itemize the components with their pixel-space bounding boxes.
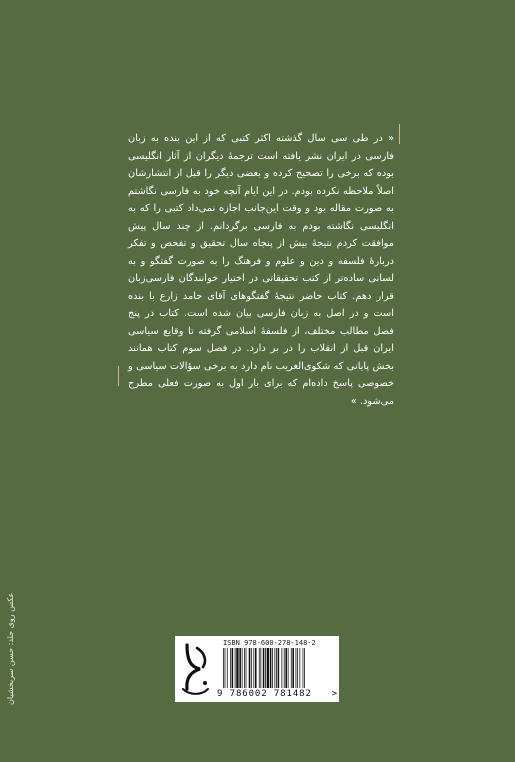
barcode-arrow: > <box>331 689 337 699</box>
barcode-bar <box>297 648 298 688</box>
barcode-bar <box>265 648 266 688</box>
barcode-bar <box>278 648 280 688</box>
barcode-bar <box>274 648 275 688</box>
barcode-bar <box>299 648 300 688</box>
barcode-bar <box>272 648 273 688</box>
barcode-bar <box>246 648 247 688</box>
barcode-label <box>175 636 339 702</box>
barcode-bar <box>255 648 257 688</box>
barcode-bar <box>296 648 297 688</box>
barcode-digits: 9 786002 781482 <box>217 689 312 699</box>
barcode-bar <box>284 648 285 688</box>
barcode-bar <box>288 648 289 688</box>
blurb-text: « در طی سی سال گذشته اکثر کتبی که از این بنده به زبان فارسی در ایران نشر یافته است ترجمهٔ دیگران از آثار انگلیسی بوده که برخی را تصحیح کرده و بعضی دیگر را قبل از انتشارشان اصلاً ملاحظه نکرده بودم. در این ایام آنچه خود به فارسی نگاشتم به صورت مقاله بود و وقت این‌جانب اجازه نمی‌داد کتبی را که به انگلیسی نگاشته بودم به فارسی برگردانم. از چند سال پیش موافقت کردم نتیجهٔ بیش از پنجاه سال تحقیق و تفحص و تفکر دربارهٔ فلسفه و دین و علوم و فرهنگ را به صورت گفتگو و به لسانی ساده‌تر از کتب تحقیقاتی در اختیار خوانندگان فارسی‌زبان قرار دهم. کتاب حاضر نتیجهٔ گفتگوهای آقای حامد زارع با بنده است و در اصل به زبان فارسی بیان شده است. کتاب در پنج فصل مطالب مختلف، از فلسفهٔ اسلامی گرفته تا وقایع سیاسی ایران قبل از انقلاب را در بر دارد. در فصل سوم کتاب همانند بخش پایانی که شکوی‌الغریب نام دارد به برخی سؤالات سیاسی و خصوصی پاسخ داده‌ام که برای بار اول به صورت فعلی مطرح می‌شود. » <box>128 133 394 407</box>
barcode-bar <box>236 648 238 688</box>
barcode-bar <box>259 648 260 688</box>
barcode-bar <box>223 648 224 688</box>
barcode-bar <box>239 648 241 688</box>
barcode-bar <box>285 648 287 688</box>
barcode-bar <box>276 648 277 688</box>
barcode-bar <box>253 648 254 688</box>
barcode-bar <box>249 648 251 688</box>
frame-rule-bottom-left <box>118 366 119 386</box>
barcode-bar <box>251 648 252 688</box>
barcode-bar <box>263 648 265 688</box>
barcode-bar <box>270 648 272 688</box>
barcode-bar <box>303 648 304 688</box>
barcode-bar <box>282 648 283 688</box>
barcode-bar <box>242 648 243 688</box>
barcode-bar <box>230 648 231 688</box>
barcode-bar <box>267 648 269 688</box>
barcode-bar <box>244 648 245 688</box>
barcode-bar <box>260 648 261 688</box>
barcode-bar <box>235 648 236 688</box>
frame-rule-top-right <box>399 124 400 144</box>
publisher-logo-icon <box>178 639 214 699</box>
barcode-bar <box>232 648 234 688</box>
barcode-bar <box>292 648 294 688</box>
barcode-bar <box>291 648 292 688</box>
barcode-bars <box>223 648 335 688</box>
blurb-frame <box>118 124 400 407</box>
barcode-bar <box>225 648 226 688</box>
barcode-bar <box>227 648 228 688</box>
cover-photo-credit: عکس روی جلد: حسن سربخشیان <box>6 592 15 705</box>
barcode-bar <box>304 648 305 688</box>
isbn-text: ISBN 978-600-278-148-2 <box>223 639 316 647</box>
